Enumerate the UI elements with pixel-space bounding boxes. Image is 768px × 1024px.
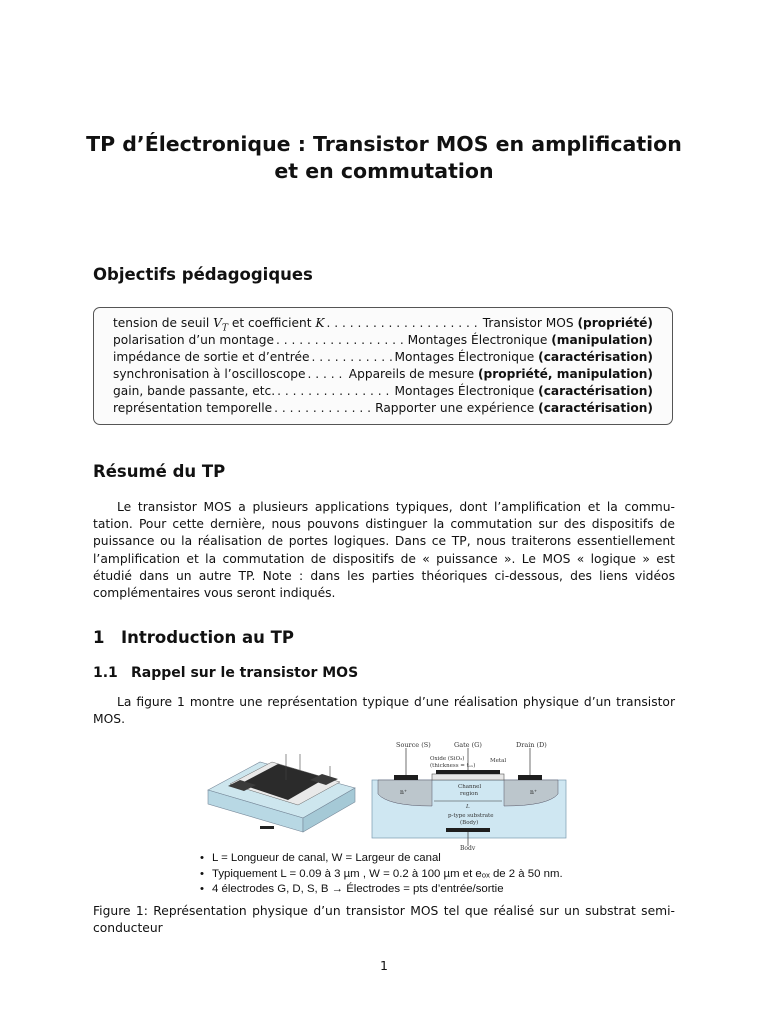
objectives-box: [93, 307, 673, 425]
n-plus-source-label: n⁺: [400, 789, 408, 796]
figure-bullet-list: [200, 851, 620, 898]
gate-label: Gate (G): [454, 741, 482, 749]
objective-label: polarisation d’un montage: [113, 333, 274, 347]
objective-label: tension de seuil $V_T$ et coefficient K: [113, 316, 325, 334]
drain-label: Drain (D): [516, 741, 547, 749]
objective-category: Appareils de mesure (propriété, manipulation): [348, 367, 653, 381]
objective-category: Montages Électronique (caractérisation): [394, 384, 653, 398]
list-item: • 4 électrodes G, D, S, B → Électrodes = pts d’entrée/sortie: [200, 882, 620, 898]
objective-category: Rapporter une expérience (caractérisation): [375, 401, 653, 415]
source-label: Source (S): [396, 741, 431, 749]
objective-label: gain, bande passante, etc.: [113, 384, 276, 398]
dot-leader: [327, 316, 481, 330]
dot-leader: [308, 367, 347, 381]
subsection-heading: 1.1 Rappel sur le transistor MOS: [93, 665, 359, 681]
list-item: • L = Longueur de canal, W = Largeur de canal: [200, 851, 620, 867]
length-label: L: [466, 804, 470, 810]
objective-label: synchronisation à l’oscilloscope: [113, 367, 306, 381]
list-item: • Typiquement L = 0.09 à 3 µm , W = 0.2 à 100 µm et eₒₓ de 2 à 50 nm.: [200, 867, 620, 883]
document-title: TP d’Électronique : Transistor MOS en amplification et en commutation: [86, 132, 682, 183]
mos-cross-section: [372, 741, 566, 850]
figure-caption: Figure 1: Représentation physique d’un transistor MOS tel que réalisé sur un substrat semi-conducteur: [93, 904, 675, 936]
dot-leader: [311, 350, 392, 364]
objective-row: [113, 316, 653, 333]
dot-leader: [276, 333, 406, 347]
page-number: 1: [380, 958, 388, 973]
dot-leader: [277, 384, 392, 398]
objective-row: [113, 367, 653, 384]
objective-category: Montages Électronique (manipulation): [407, 333, 653, 347]
channel-label: Channel: [458, 784, 482, 790]
body-paren-label: (Body): [460, 820, 479, 826]
objective-category: Transistor MOS (propriété): [482, 316, 653, 330]
n-plus-drain-label: n⁺: [530, 789, 538, 796]
summary-paragraph: Le transistor MOS a plusieurs applications typiques, dont l’amplification et la commu- tation. Pour cette dernière, nous pouvons distinguer la commutation sur des dispositifs de puissance ou la réalisation de portes logiques. Dans ce TP, nous traiterons essentiellement l’amplification et la commutation de dispositifs de « puissance ». Le MOS « logique » est étudié dans un autre TP. Note : dans les parties théoriques ci-dessous, des liens vidéos complémentaires vous seront indiqués.: [93, 500, 675, 601]
oxide-label: Oxide (SiO₂): [430, 756, 465, 762]
body-label: Body: [460, 845, 476, 850]
objective-category: Montages Électronique (caractérisation): [394, 350, 653, 364]
mos-structure-illustration: [200, 740, 600, 850]
metal-label: Metal: [490, 758, 507, 764]
section-heading: 1 Introduction au TP: [93, 628, 294, 647]
dot-leader: [274, 401, 373, 415]
summary-heading: Résumé du TP: [93, 462, 226, 481]
objective-row: [113, 350, 653, 367]
objective-row: [113, 384, 653, 401]
region-label: region: [460, 791, 479, 797]
objective-label: représentation temporelle: [113, 401, 273, 415]
objectives-heading: Objectifs pédagogiques: [93, 265, 313, 284]
objective-row: [113, 333, 653, 350]
objective-label: impédance de sortie et d’entrée: [113, 350, 310, 364]
thickness-label: (thickness = tₒₓ): [430, 763, 476, 769]
substrate-label: p-type substrate: [448, 813, 494, 819]
subsection-paragraph: La figure 1 montre une représentation typique d’une réalisation physique d’un transistor MOS.: [93, 695, 675, 727]
mos-3d-view: [208, 754, 355, 832]
objective-row: [113, 401, 653, 418]
